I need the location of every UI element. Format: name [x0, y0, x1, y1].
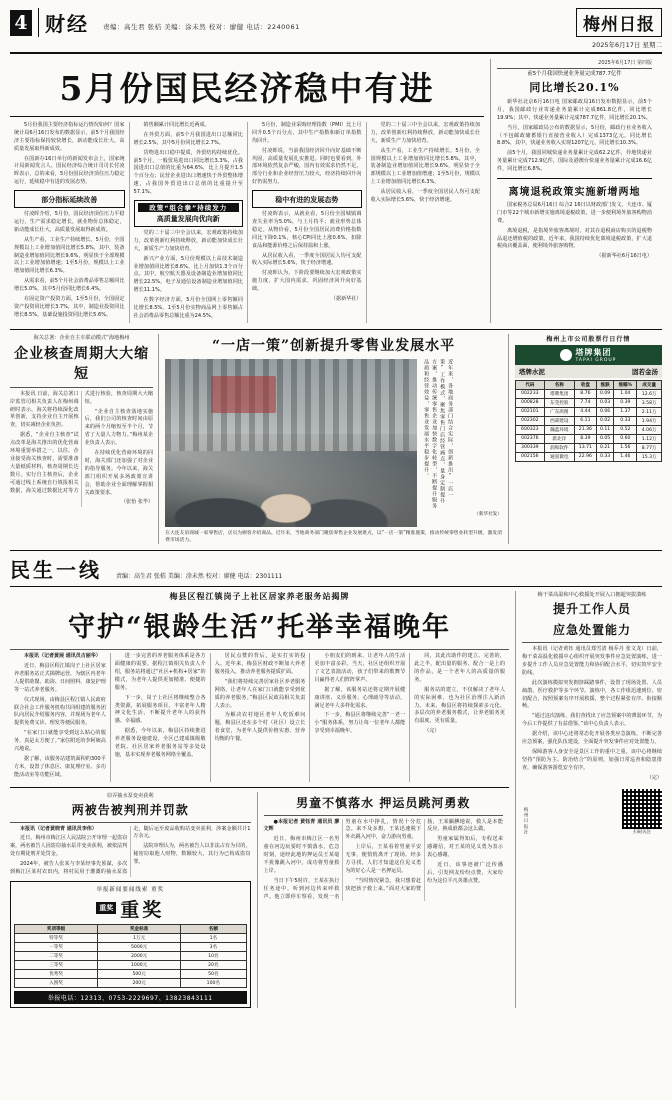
paragraph: 销售额累计同比增长近两成。 [143, 122, 210, 128]
table-row [15, 969, 247, 978]
table-cell: 1名 [181, 933, 246, 942]
ad-slogan-left: 塔牌水泥 [518, 367, 545, 376]
story-kicker: 海关总署：企业自主车联动模式“海地梅州 [33, 334, 130, 341]
ad-title: 梅州上市公司股票行日行情 [546, 335, 631, 343]
table-cell: 1.94万 [637, 416, 662, 425]
col-header: 奖金标准 [98, 924, 181, 933]
page-number: 4 [10, 10, 32, 36]
story-kicker: 梅县区程江镇岗子上社区居家养老服务站揭牌 [169, 591, 350, 602]
table-cell: 西部建设 [544, 416, 574, 425]
paragraph: 在外贸方面，前5个月我国进出口总额同比增长2.5%，其中5月份同比增长2.7%。 [133, 131, 243, 146]
story-kicker: 窃弄抽水泵变卖获利 [106, 792, 154, 799]
masthead [10, 8, 662, 54]
second-band [10, 329, 662, 544]
table-row [515, 389, 661, 398]
paragraph: 5月份我国主要经济指标运行情况如何？国家统计局6月16日发布的数据显示，前5个月我国经济主要指标保持较快增长，新动能成长壮大，高质量发展取得新成效。 [14, 122, 125, 152]
table-cell: 优秀奖 [15, 969, 98, 978]
paragraph: 从需求看，前5个月社会消费品零售总额同比增长5.0%，其中5月份同比增长6.4%。 [14, 278, 125, 293]
qr-code-icon[interactable] [622, 789, 662, 829]
table-cell: 0.60 [614, 434, 637, 443]
story-headline-2: 应急处置能力 [552, 623, 631, 638]
page-indicator [10, 8, 89, 37]
paragraph: “企业自主核查落地实施后，我们公司的核查时间由原来的两个月缩短至半个月，节省了大量人力物力。”梅州某企业负责人表示。 [84, 408, 154, 447]
paragraph: 下一步，梅县区将继续完善“一老一小”服务体系，努力让每一位老年人都能享受到幸福晚年。 [314, 712, 406, 735]
paragraph: 进一步完善的养老服务体系是各方面健康的需要。据程江镇相关负责人介绍，服务站将通过“社区+机构+居家”的模式，为老年人提供更加精准、便捷的服务。 [114, 653, 206, 691]
lead-col-1 [10, 122, 129, 323]
table-cell: 002101 [515, 407, 544, 416]
byline: 本报讯（记者黄晓青 通讯员李伟） [20, 825, 97, 832]
table-cell: 8.76 [574, 389, 596, 398]
col-header: 名额 [181, 924, 246, 933]
table-row [515, 452, 661, 461]
stock-table [515, 380, 662, 462]
paragraph: “在家门口就能享受到这么贴心的服务，真是太方便了。”家住附近的李阿姨高兴地说。 [14, 730, 106, 752]
paragraph: 在国新办16日举行的新闻发布会上，国家统计局新闻发言人、国民经济综合统计司司长付凌晖表示，总的来看，5月份国民经济顶住压力稳定运行，延续稳中有进的发展态势。 [14, 155, 125, 186]
reward-hotline[interactable]: 举报电话：12313、0753-2229697、13823843111 [14, 991, 247, 1004]
table-cell: 3名 [181, 942, 246, 951]
table-cell: 1.12万 [637, 434, 662, 443]
table-row [15, 951, 247, 960]
paragraph: 据了解，该服务站还将定期开展健康讲座、义诊服务、心理疏导等活动，满足老年人多样化需求。 [314, 686, 406, 709]
table-cell: 2.11万 [637, 407, 662, 416]
table-cell: 二等奖 [15, 951, 98, 960]
table-cell: 0.52 [614, 425, 637, 434]
lead-sidebar [490, 59, 652, 323]
col-header: 代码 [515, 380, 544, 389]
paragraph: 从居民收入看，一季度全国居民人均可支配收入实际增长5.6%，快于经济增速。 [370, 189, 480, 204]
paragraph: “我们将持续完善居家社区养老服务网络，让老年人在家门口就能享受到优质的养老服务。”梅县区民政局相关负责人表示。 [214, 678, 306, 709]
subhead-label: 稳中有进的发展态势 [275, 195, 339, 205]
byline: ●本报记者 黄钰青 通讯员 廖文辉 [263, 818, 340, 833]
lead-story-zone [10, 59, 662, 323]
table-cell: 三等奖 [15, 960, 98, 969]
paragraph: 此次演练模拟突发拥挤踩踏事件，设置了现场处置、人员疏散、医疗救护等多个环节。演练中，各工作组迅速到位、密切配合，按照预案有序开展救援，整个过程紧张有序、衔接顺畅。 [522, 679, 662, 710]
footer-vertical-text: 梅州日报社 [523, 807, 528, 836]
paragraph: 党的二十届三中全会以来，宏观政策持续加力，改革创新红利持续释放，新动能加快成长壮大，新质生产力加快培育。 [370, 122, 480, 144]
table-cell: 通富微电 [544, 452, 574, 461]
subhead-box-1 [14, 190, 125, 208]
paragraph: 据悉，“企业自主核查”试点改革是海关推出的优化营商环境重要举措之一。以往，企业接受海关核查时，需要准备大量纸质材料，核查周期长达数月。实行自主核查后，企业可通过线上系统自行填报相关数据，海关通过数据比对等方式进行核验，核查周期大大缩短。 [10, 390, 154, 494]
table-row [515, 425, 661, 434]
paragraph: 近日，该事迹被广泛传播后，引发网友纷纷点赞，大家纷纷为这位平凡英雄点赞。 [427, 862, 503, 884]
paragraph: 在固定资产投资方面，1至5月份，全国固定资产投资同比增长3.7%，其中，制造业投资同比增长8.5%，基础设施投资同比增长5.6%。 [14, 296, 125, 318]
lower-stories [10, 787, 509, 1008]
theft-story [10, 792, 258, 1008]
paragraph: 本报讯 日前，海关总署口岸监管司相关负责人在梅州调研时表示，海关将持续深化改革创新，支持企业自主开展核查，切实减轻企业负担。 [10, 390, 79, 429]
ad-slogan-right: 固若金汤 [632, 367, 658, 376]
col-header: 涨幅% [614, 380, 637, 389]
paragraph: “当时情况紧急，我只想着赶快把孩子救上来。”面对大家的赞扬，王某腼腆地说，救人是本能反应，换成谁都会这么做。 [345, 818, 503, 892]
paragraph: 从生产看，工业生产持续增长。5月份，全国规模以上工业增加值同比增长5.8%，其中，装备制造业增加值同比增长9.6%，明显快于全部规模以上工业增加值增速；1至5月份，规模以上工业增加值同比增长6.3%。 [14, 236, 125, 275]
table-cell: 东莞控股 [544, 398, 574, 407]
table-cell: 7.74 [574, 398, 596, 407]
table-cell: 002302 [515, 416, 544, 425]
paragraph: 男童家属得知后，专程送来感谢信，对王某的见义勇为表示衷心感谢。 [427, 836, 503, 859]
minsheng-section-header [10, 550, 662, 587]
paper-logo: 梅州日报 [576, 8, 662, 37]
paragraph: 新兴产业方面，5月份规模以上高技术制造业增加值同比增长8.6%，比上月加快1.3个百分点。其中，航空航天器及设备制造业增加值同比增长22.5%，电子及通信设备制造业增加值同比增长11.1%。 [133, 255, 243, 294]
table-row [515, 398, 661, 407]
table-cell: 润和软件 [544, 443, 574, 452]
paragraph: 居民点赞的背后，是实打实的投入。近年来，梅县区财政不断加大养老服务投入，推动养老服务提质扩面。 [214, 653, 306, 675]
minsheng-zone [10, 591, 662, 1008]
paragraph: 当日下午5时许，王某在执行任务途中，听到河边传来呼救声。他立即停车察看，发现一名男童在水中挣扎，情况十分危急。来不及多想，王某迅速脱下外衣跳入河中，奋力游向男童。 [263, 818, 422, 900]
table-cell: 13.71 [574, 443, 596, 452]
paragraph: 在持续优化营商环境的同时，海关部门还加强了对企业的指导服务。今年以来，海关部门组织开展多场政策宣讲会，帮助企业全面理解掌握相关政策要求。 [84, 450, 154, 496]
brand-name: 塔牌集团 [575, 346, 612, 357]
reward-ad [10, 881, 251, 1008]
paragraph: 从居民收入看，一季度全国居民人均可支配收入实际增长5.6%，快于经济增速。 [252, 252, 362, 267]
table-cell: 0.03 [596, 398, 613, 407]
photo-credit: （新华社发） [474, 511, 502, 517]
table-cell: 002376 [515, 434, 544, 443]
paragraph: 在数字经济方面，5月份全国网上零售额同比增长8.5%。1至5月份实物商品网上零售额占社会消费品零售总额比重为24.5%。 [133, 297, 243, 319]
table-cell: 300339 [515, 443, 544, 452]
story-columns [10, 653, 509, 781]
sidebar-headline: 同比增长20.1% [529, 81, 620, 94]
paragraph: 新华社北京6月16日电 国家邮政局16日发布数据显示，前5个月，我国邮政行业寄递业务量累计完成861.8亿件，同比增长19.9%；其中，快递业务量累计完成787.7亿件，同比增长20.1%。 [497, 99, 652, 121]
section-title: 财经 [38, 8, 89, 37]
table-cell: 0.09 [596, 389, 613, 398]
photo-caption: 在大连友谊商城一家零售店，店员为顾客介绍商品。近年来，当地商务部门聚焦零售企业发展难点，以“一店一策”精准施策，推动传统零售业转型升级，激发消费市场活力。 [165, 530, 502, 543]
table-cell: 特等奖 [15, 933, 98, 942]
table-cell: 15.3万 [637, 452, 662, 461]
paragraph: （完） [424, 728, 440, 735]
paragraph: 5月份，制造业采购经理指数（PMI）比上月回升0.5个百分点，其中生产指数和新订单指数均回升。 [252, 122, 362, 144]
paragraph: 国家税务总局6月16日 综合2 16日以财政部门发文，大连市、厦门市等22个城市新增实施离境退税政策，进一步便利境外旅客购物消费。 [497, 202, 652, 224]
table-cell: 4.44 [574, 407, 596, 416]
col-header: 涨跌 [596, 380, 613, 389]
table-cell: 100名 [181, 978, 246, 987]
table-cell: 22.96 [574, 452, 596, 461]
table-cell: 12.6万 [637, 389, 662, 398]
table-cell: 新北洋 [544, 434, 574, 443]
table-cell: 000828 [515, 398, 544, 407]
table-cell: 0.33 [614, 416, 637, 425]
table-cell: 0.21 [596, 443, 613, 452]
rescue-story [258, 792, 510, 1008]
story-headline: 两被告被判刑并罚款 [71, 802, 189, 817]
lead-col-3 [247, 122, 366, 323]
table-cell: 10名 [181, 951, 246, 960]
ad-slogan [515, 365, 662, 378]
table-row [515, 416, 661, 425]
paragraph: 据介绍，该中心还将常态化开展各类应急演练，不断完善应急预案，强化队伍建设，全面提升突发事件应对处置能力。 [522, 731, 662, 745]
story-column-5 [409, 653, 509, 781]
subhead-box-3 [252, 190, 362, 208]
table-cell: 1.46 [614, 452, 637, 461]
paragraph: 党的二十届三中全会以来，宏观政策持续加力，改革创新红利持续释放，新动能加快成长壮大，新质生产力加快培育。 [133, 230, 243, 252]
table-cell: 0.39 [614, 398, 637, 407]
sidebar-kicker: 前5个月我国快递业务量完成787.7亿件 [527, 71, 622, 77]
minsheng-credits: 责编：高生君 张桔 美编：涂未然 校对：廖健 电话：2301111 [116, 573, 283, 581]
table-cell: 塔牌集团 [544, 389, 574, 398]
table-row [15, 933, 247, 942]
lead-col-4 [366, 122, 485, 323]
paragraph: “通过这次演练，我们查找出了应急预案中的薄弱环节，为今后工作提供了有益借鉴。”该中心负责人表示。 [522, 713, 662, 728]
reward-top-text: 举报新闻要闻线索 重奖 [96, 886, 165, 893]
source-credit: （完） [646, 774, 662, 781]
table-cell: 500元 [98, 969, 181, 978]
table-row [15, 978, 247, 987]
photo-caption-block [422, 359, 502, 527]
table-cell: 0.05 [596, 434, 613, 443]
story-headline: 企业核查周期大大缩短 [14, 345, 150, 382]
story-column-4 [309, 653, 409, 781]
col-header: 名称 [544, 380, 574, 389]
table-header-row [515, 380, 661, 389]
col-header: 收盘 [574, 380, 596, 389]
headline-rule [10, 116, 484, 117]
source-credit: （据新华社6月16日电） [596, 253, 652, 260]
customs-story [10, 334, 158, 544]
reward-table [14, 924, 247, 988]
paragraph: 仪式现场，由梅县区程江镇人民政府联合社会工作服务机构共同组建的服务团队向居民介绍服务内容，并现场为老年人提供免费义诊、理发等便民服务。 [14, 696, 106, 727]
table-cell: 1.37 [614, 407, 637, 416]
lead-columns [10, 122, 484, 323]
minsheng-title: 民生一线 [10, 558, 102, 583]
paragraph: 法院审理认为，两名被告人以非法占有为目的，秘密窃取他人财物，数额较大，其行为已构成盗窃罪。 [133, 843, 251, 866]
table-row [515, 434, 661, 443]
paragraph: 本报讯（记者黄钰 通讯员郑雪清 杨乔丹 张文龙）日前，梅干菜高温化救援中心组织开展突发事件应急处置演练，进一步提升工作人员应急处置能力和协同配合水平，切实筑牢安全防线。 [522, 646, 662, 676]
paragraph: 近日，梅县区程江镇岗子上社区居家养老服务站正式揭牌运营，为辖区内老年人提供助餐、助浴、日间照料、康复护理等一站式养老服务。 [14, 663, 106, 693]
source-credit: （据新华社） [330, 296, 362, 303]
paragraph: 付凌晖介绍，5月份，国民经济顶住压力平稳运行，生产需求稳定增长，就业物价总体稳定，新动能成长壮大，高质量发展取得新成效。 [14, 211, 125, 233]
story-column-1 [10, 653, 110, 781]
table-cell: 入围奖 [15, 978, 98, 987]
elderly-care-story [10, 591, 515, 1008]
table-cell: 1万元 [98, 933, 181, 942]
table-cell: 002156 [515, 452, 544, 461]
reward-badge: 重奖 [96, 902, 116, 914]
story-headline: 守护“银龄生活”托举幸福晚年 [67, 612, 452, 644]
lead-headline: 5月份国民经济稳中有进 [59, 69, 435, 108]
paragraph: 货物进出口稳中提质，外贸结构持续优化。前5个月，一般贸易进出口同比增长3.3%，占我国进出口总值的比重为64.6%，比上月提升1.5个百分点；民营企业进出口增速快于外贸整体增速，占我国外贸进出口总值的比重提升至57.1%。 [133, 149, 243, 196]
masthead-credits: 责编：高生君 张桔 美编：涂未然 校对：廖健 电话：2240061 [103, 23, 300, 31]
table-cell: 0.11 [596, 425, 613, 434]
table-cell: 21.36 [574, 425, 596, 434]
table-cell: 50名 [181, 969, 246, 978]
table-cell: 20名 [181, 960, 246, 969]
table-cell: 0.06 [596, 407, 613, 416]
drill-story [515, 591, 662, 1008]
table-cell: 002233 [515, 389, 544, 398]
reward-big-text: 重奖 [120, 898, 165, 921]
table-cell: 5000元 [98, 942, 181, 951]
paragraph: 近日，梅州市梅江区一名男童在河边玩耍时不慎落水，危急时刻，途经此地的押运员王某毫不犹豫跳入河中，成功将男童救上岸。 [263, 836, 340, 874]
issue-date: 2025年6月17日 星期二 [591, 41, 662, 49]
paragraph: 同，其此次助作的建立、完善的，此之半，配出量的服务、配合一是上的的作品，是一个老年人的高质量的服务。 [414, 653, 505, 683]
brand-name-en: TAPAI GROUP [575, 357, 617, 363]
paragraph: 小朋友们的到来，让老年人的生活更加丰富多彩。当天，社区还组织开展了文艺表演活动，孩子们带来的歌舞节目赢得老人们阵阵掌声。 [314, 653, 406, 683]
paragraph: 近日，梅州市梅江区人民法院公开审理一起盗窃案，两名被告人因盗窃抽水泵并变卖获利，被依法判处有期徒刑并处罚金。 [10, 835, 128, 858]
col-header: 奖项等级 [15, 924, 98, 933]
retail-story [158, 334, 509, 544]
table-row [515, 443, 661, 452]
subhead-box-2 [134, 200, 244, 227]
reward-headline [14, 895, 247, 922]
paragraph: 当月，国家邮政局公布的数据显示，5月份，邮政行业业务收入（不包邮政储蓄银行直接营业收入）完成1373亿元，同比增长8.8%，其中，快递业务收入实现1207亿元，同比增长10.3%。 [497, 124, 652, 147]
table-header-row [15, 924, 247, 933]
table-cell: 8.39 [574, 434, 596, 443]
byline: 本报讯（记者黄展 通讯员古丽华） [24, 653, 101, 660]
table-cell: 1000元 [98, 960, 181, 969]
paragraph: 离境退税，是指境外旅客离境时，对其在退税商店购买的退税物品退还增值税的政策。近年来，我国持续优化离境退税政策，扩大退税商店覆盖面，便利境外旅客购物。 [497, 227, 652, 250]
table-cell: 8.77万 [637, 443, 662, 452]
table-cell: 1.04 [614, 389, 637, 398]
paragraph: 据了解，该服务站建筑面积约300平方米，设置了休息区、康复理疗室、多功能活动室等功能区域。 [14, 755, 106, 778]
paragraph: 前5个月，我国同城快递业务量累计完成62.2亿件，异地快递业务量累计完成712.9亿件，国际及港澳台快递业务量累计完成16.6亿件，同比增长6.8%。 [497, 150, 652, 173]
subhead-title: 高质量发展向优向新 [156, 214, 220, 224]
story-headline: 男童不慎落水 押运员跳河勇救 [296, 795, 471, 810]
stock-ad [509, 334, 662, 544]
paragraph: 付凌晖表示，从就业看，5月份全国城镇调查失业率为5.0%，与上月持平；就业形势总体稳定。从物价看，5月份全国居民消费价格指数同比下降0.1%，核心CPI同比上涨0.6%，扣除食品和能源价格之后保持温和上涨。 [252, 211, 362, 249]
story-column-2 [110, 653, 210, 781]
paragraph: 据悉，今年以来，梅县区持续推进养老服务设施建设，全区已建成镇级敬老院、社区居家养老服务站等多处设施，基本实现养老服务网络全覆盖。 [114, 728, 206, 758]
table-cell: 6.11 [574, 416, 596, 425]
table-cell: 广东鸿图 [544, 407, 574, 416]
paragraph: 下一步，岗子上社区将继续整合各类资源，拓展服务项目，丰富老年人精神文化生活，不断提升老年人的获得感、幸福感。 [114, 694, 206, 725]
paragraph: 为解决农村地区老年人吃饭难问题，梅县区还在多个村（社区）设立长者食堂，为老年人提供价格实惠、营养均衡的午餐。 [214, 712, 306, 743]
lead-story [10, 59, 490, 323]
paragraph: 从生产看，工业生产持续增长。5月份，全国规模以上工业增加值同比增长5.8%，其中，装备制造业增加值同比增长9.6%，明显快于全部规模以上工业增加值增速；1至5月份，规模以上工业增加值同比增长6.3%。 [370, 147, 480, 186]
paragraph: 服务站的建立，不仅解决了老年人的实际困难，也为社区治理注入新活力。未来，梅县区将持续探索多元化、多层次的养老服务模式，让养老服务更有温度、更有质量。 [414, 686, 505, 725]
sidebar-date: 2025年6月17日 第四版 [598, 60, 652, 66]
table-cell: 瀚蓝环境 [544, 425, 574, 434]
col-header: 成交量 [637, 380, 662, 389]
sidebar-headline-2: 离境退税政策实施新增两地 [508, 187, 641, 199]
table-cell: 600323 [515, 425, 544, 434]
story-headline: “一店一策”创新提升零售业发展水平 [211, 337, 456, 354]
paper-logo-wrap [576, 8, 662, 49]
story-headline-1: 提升工作人员 [552, 602, 631, 617]
photo-caption-vertical: 近年来，各地商务部门结合实际，创新推出“一店一策”工作模式，聚焦零售门店经营痛点，量身定制提升方案，推动传统零售企业加快数字化转型，不断提升服务品质和经营效益，零售业发展水平稳步提升。 [423, 358, 454, 509]
paragraph: 保障游客人身安全是景区工作的重中之重。该中心将继续坚持“预防为主、防治结合”的原则，加强日常巡查和隐患排查，确保游客游览安全有序。 [522, 748, 662, 771]
qr-caption: 扫码关注 [633, 830, 651, 836]
paragraph: 2024年，被告人张某与李某经事先预谋，多次到梅江区某村农田内，将村民用于灌溉的抽水泵盗走，随后运至废品收购站变卖获利，涉案金额共计1万余元。 [10, 825, 251, 875]
byline: （张怡 张毕） [120, 499, 154, 506]
paragraph: 上岸后，王某看着男童平安无事，便悄悄离开了现场。经多方寻找，人们才知道这位见义勇为的好心人是一名押运员。 [345, 844, 422, 874]
paragraph: 付凌晖认为，下阶段要继续加大宏观政策实施力度，扩大国内需求，巩固经济回升向好基础。 [252, 270, 362, 293]
table-row [15, 942, 247, 951]
story-column-3 [210, 653, 310, 781]
story-kicker: 梅干菜高温和中心救援处开展入口拥超突拔溃练 [537, 592, 647, 599]
table-row [15, 960, 247, 969]
table-cell: 3.58万 [637, 398, 662, 407]
brand-mark-icon [560, 349, 572, 361]
table-cell: 200元 [98, 978, 181, 987]
photo-street-shop [165, 359, 417, 527]
table-row [515, 407, 661, 416]
ad-brand [515, 345, 662, 365]
table-cell: 2000元 [98, 951, 181, 960]
subhead-tag: 政策“组合拳”持续发力 [138, 203, 240, 212]
lead-col-2 [129, 122, 248, 323]
table-cell: 1.56 [614, 443, 637, 452]
subhead-label: 部分指标延续改善 [41, 195, 98, 205]
table-cell: 4.06万 [637, 425, 662, 434]
paragraph: 付凌晖说，当前我国经济回升向好基础不断巩固，高质量发展扎实推进。同时也要看到，外部环境依然复杂严峻，国内有效需求仍然不足，部分行业和企业经营压力较大，经济持续回升向好仍需努力。 [252, 147, 362, 186]
table-cell: 0.02 [596, 416, 613, 425]
table-cell: 一等奖 [15, 942, 98, 951]
table-cell: 0.33 [596, 452, 613, 461]
